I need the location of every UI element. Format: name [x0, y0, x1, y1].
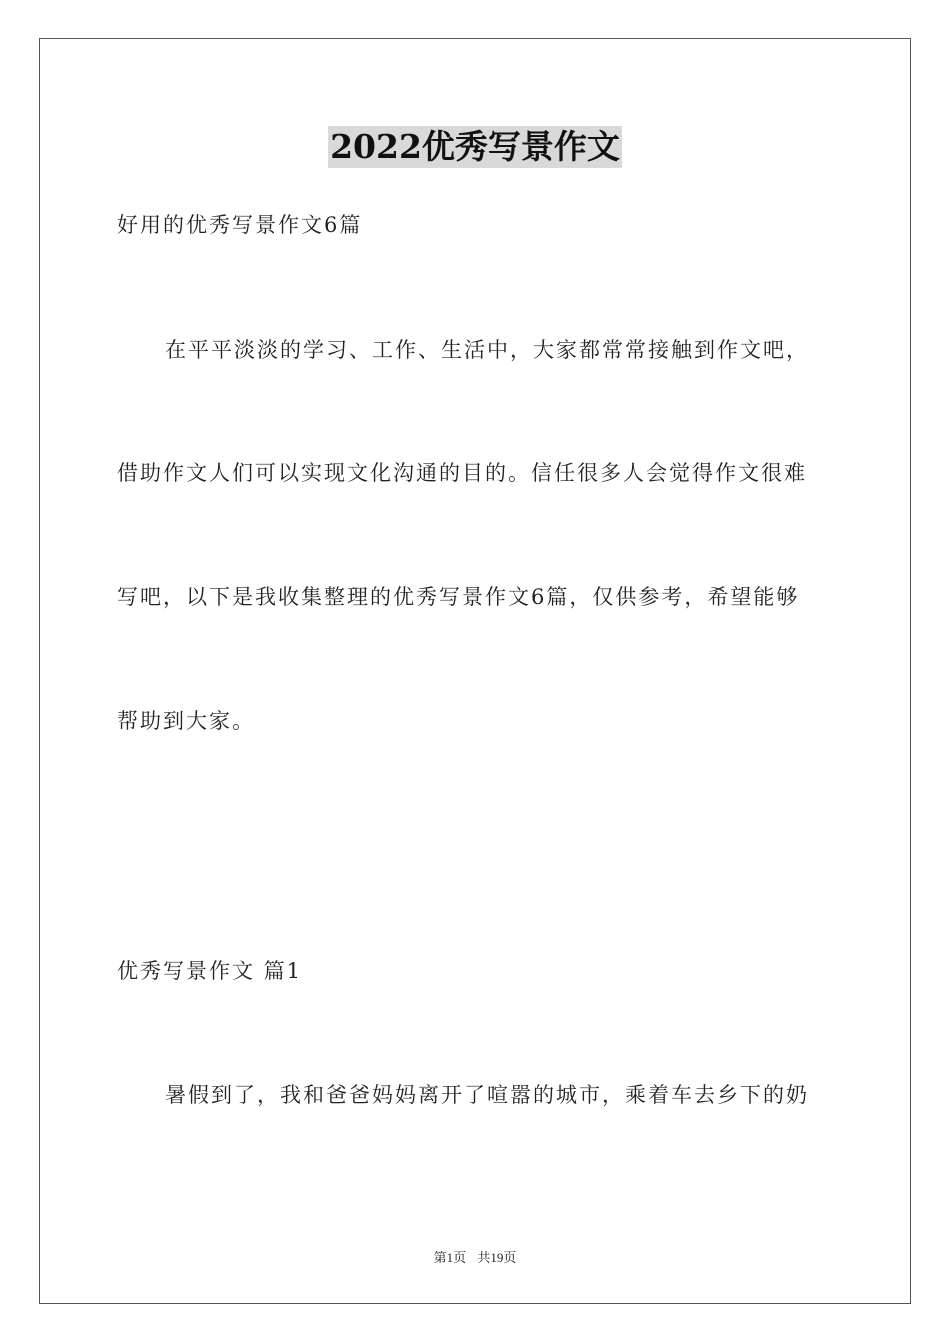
document-title: 2022优秀写景作文 — [330, 127, 620, 166]
intro-line-2: 借助作文人们可以实现文化沟通的目的。信任很多人会觉得作文很难 — [117, 461, 807, 485]
title-container — [0, 126, 950, 168]
page-footer — [0, 1247, 950, 1266]
intro-line-3: 写吧，以下是我收集整理的优秀写景作文6篇，仅供参考，希望能够 — [117, 585, 800, 609]
page-number: 第1页 — [433, 1250, 467, 1265]
intro-line-4: 帮助到大家。 — [117, 709, 255, 733]
document-subtitle: 好用的优秀写景作文6篇 — [117, 213, 363, 237]
section-first-line: 暑假到了，我和爸爸妈妈离开了喧嚣的城市，乘着车去乡下的奶 — [165, 1083, 809, 1107]
page-total: 共19页 — [477, 1250, 517, 1265]
intro-line-1: 在平平淡淡的学习、工作、生活中，大家都常常接触到作文吧， — [165, 338, 809, 362]
section-heading: 优秀写景作文 篇1 — [117, 959, 303, 983]
